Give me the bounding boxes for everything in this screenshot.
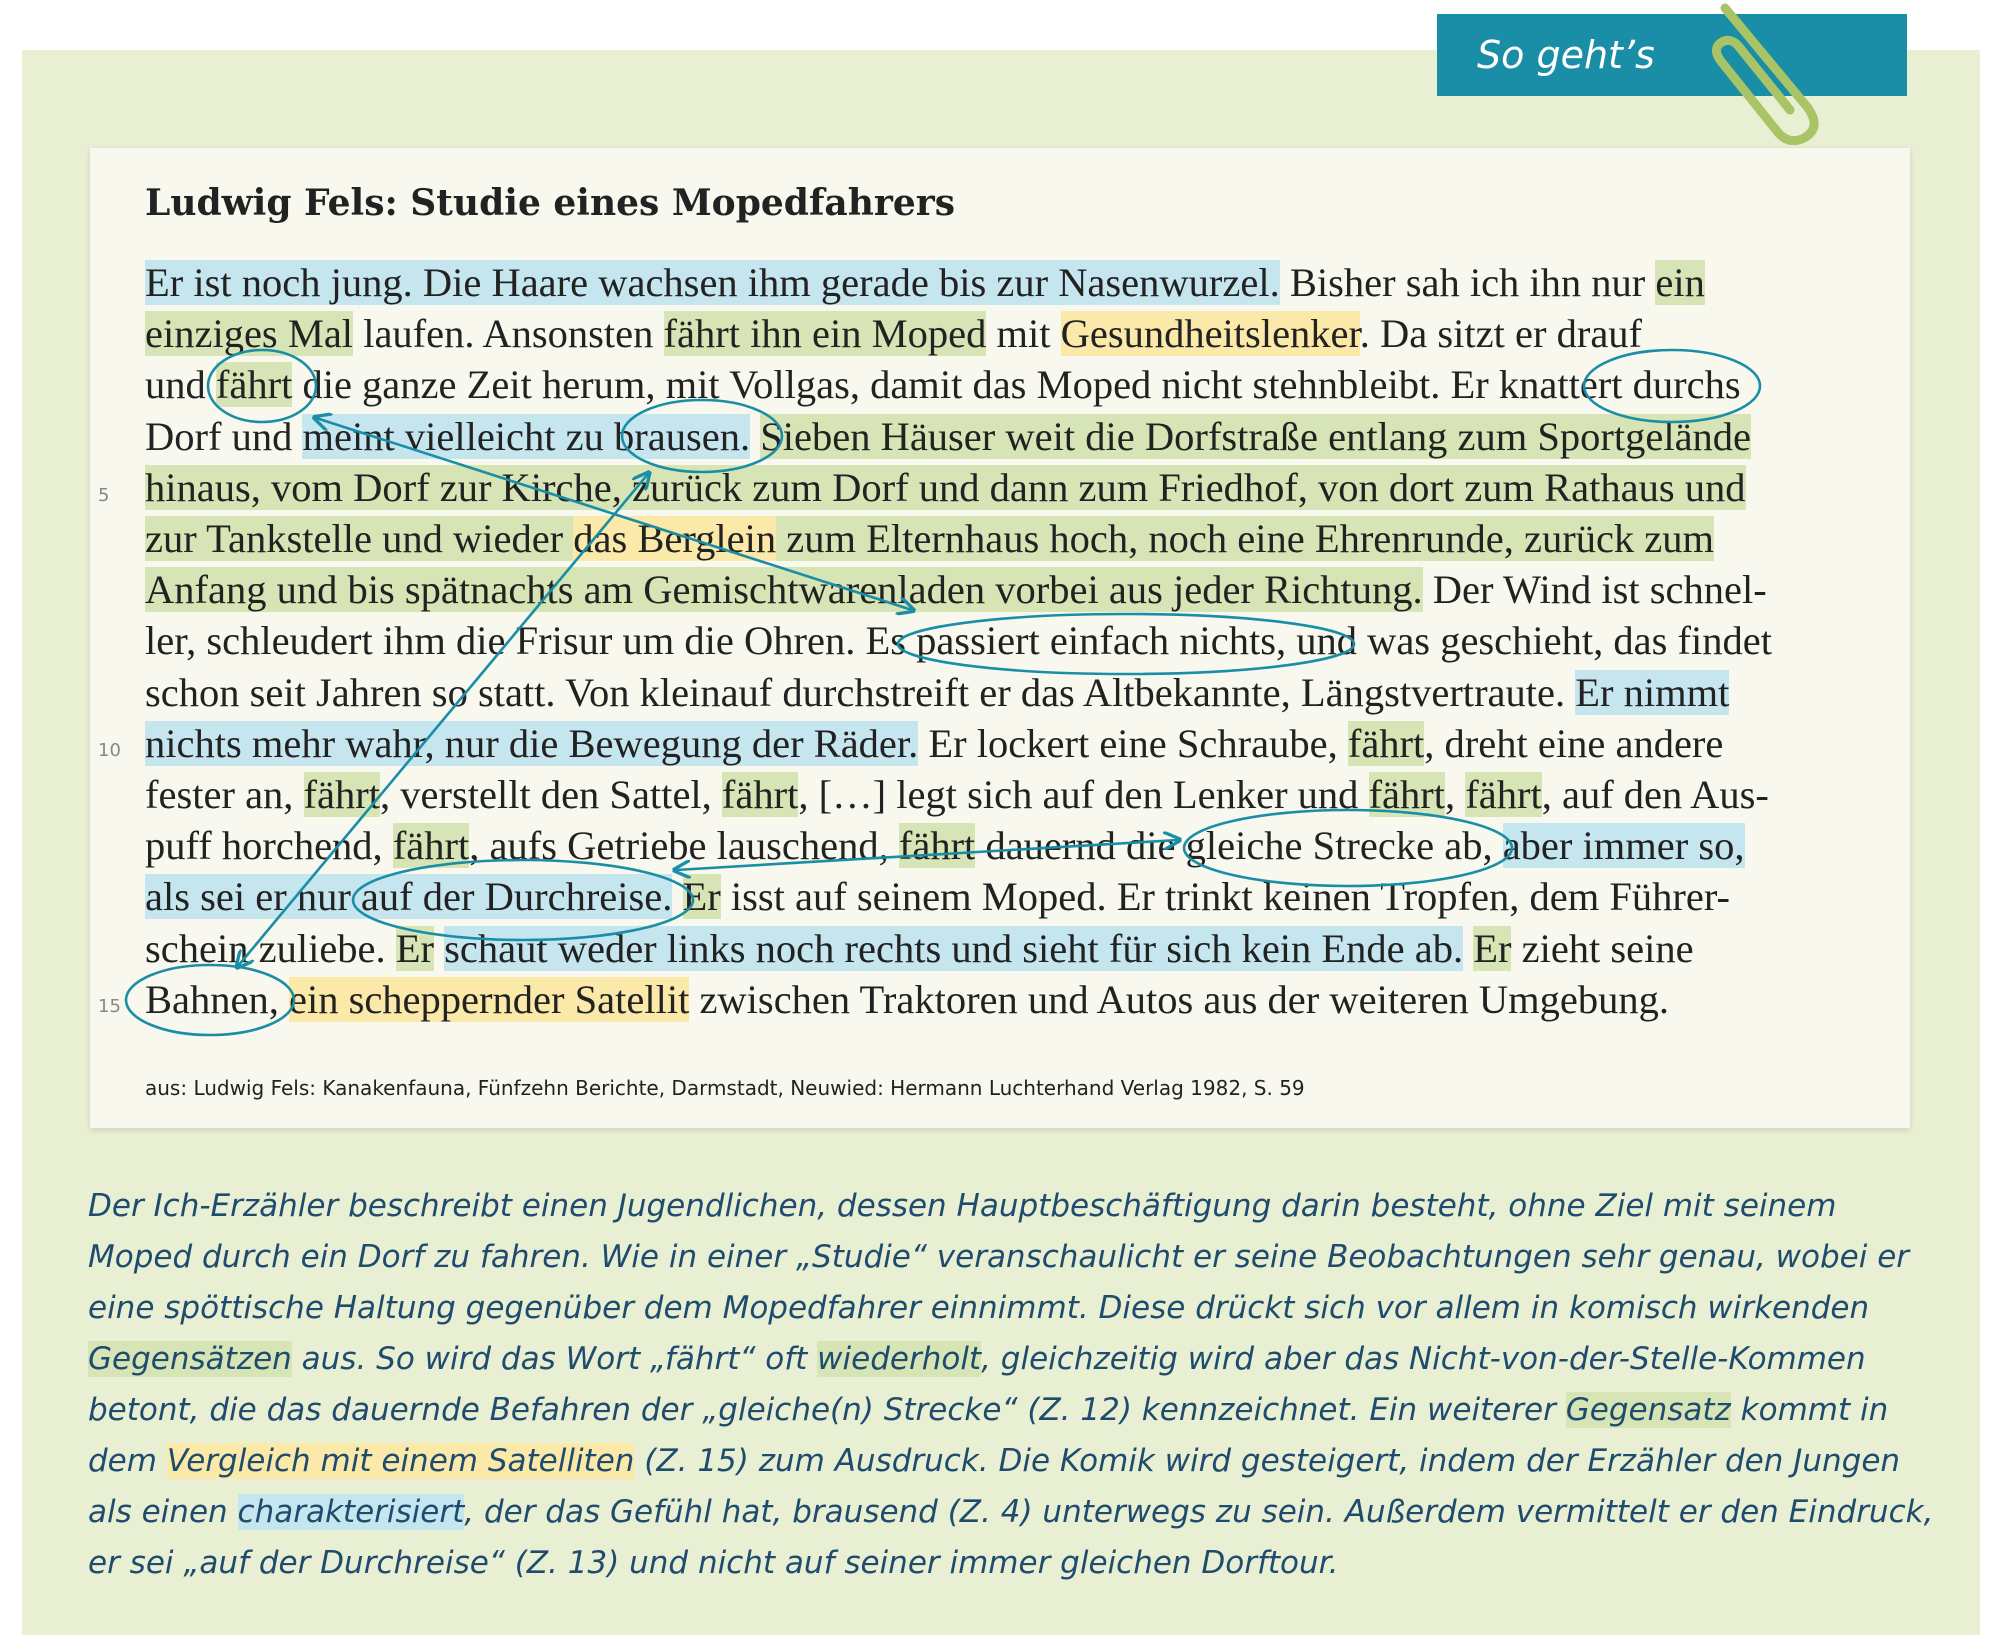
text-span: fährt bbox=[721, 772, 799, 818]
text-span: , der das Gefühl hat, brausend (Z. 4) unterwegs zu sein. Außerdem vermittelt er den Eindruck, bbox=[464, 1494, 1934, 1530]
text-span: aus. So wird das Wort „fährt“ oft bbox=[291, 1341, 818, 1377]
text-span: das Berglein bbox=[573, 516, 777, 562]
text-span: nichts mehr wahr, nur die Bewegung der Räder. bbox=[145, 720, 919, 766]
text-span: die ganze Zeit herum, mit Vollgas, damit das Moped nicht stehnbleibt. Er knattert durchs bbox=[292, 362, 1741, 408]
text-line bbox=[145, 308, 1885, 359]
text-span: fährt bbox=[1465, 772, 1542, 818]
text-span: charakterisiert bbox=[237, 1494, 465, 1530]
text-span: zur Tankstelle und wieder bbox=[145, 516, 574, 562]
text-span: und bbox=[145, 362, 216, 408]
text-span: zieht seine bbox=[1511, 925, 1694, 971]
text-span: Vergleich mit einem Satelliten bbox=[166, 1443, 635, 1479]
text-span: als sei er nur auf der Durchreise. bbox=[145, 874, 673, 920]
text-span: er sei „auf der Durchreise“ (Z. 13) und nicht auf seiner immer gleichen Dorftour. bbox=[88, 1545, 1339, 1581]
text-span: Er ist noch jung. Die Haare wachsen ihm gerade bis zur Nasenwurzel. bbox=[145, 260, 1280, 305]
text-line bbox=[145, 769, 1885, 820]
line-number-10: 10 bbox=[98, 740, 121, 761]
text-span: fährt bbox=[898, 823, 976, 869]
text-span: , […] legt sich auf den Lenker und bbox=[798, 772, 1369, 818]
text-span: eine spöttische Haltung gegenüber dem Mopedfahrer einnimmt. Diese drückt sich vor allem in komisch wirkenden bbox=[88, 1290, 1870, 1326]
text-line bbox=[145, 718, 1885, 769]
text-span: Der Wind ist schnel- bbox=[1422, 567, 1767, 613]
text-span: meint vielleicht zu brausen. bbox=[302, 413, 751, 459]
text-span: , bbox=[1445, 772, 1466, 818]
text-span: , verstellt den Sattel, bbox=[380, 772, 722, 818]
text-span: Er nimmt bbox=[1575, 669, 1730, 715]
text-span: Bisher sah ich ihn nur bbox=[1279, 260, 1656, 305]
text-line bbox=[145, 513, 1885, 564]
text-span: zwischen Traktoren und Autos aus der weiteren Umgebung. bbox=[689, 976, 1670, 1022]
analysis-line bbox=[88, 1385, 1958, 1436]
text-line bbox=[145, 820, 1885, 871]
text-span: schaut weder links noch rechts und sieht für sich kein Ende ab. bbox=[444, 925, 1464, 971]
text-line bbox=[145, 564, 1885, 615]
text-span: aber immer so, bbox=[1502, 823, 1745, 869]
text-line bbox=[145, 615, 1885, 666]
analysis-line bbox=[88, 1436, 1958, 1487]
text-span: wiederholt bbox=[817, 1341, 982, 1377]
text-line bbox=[145, 359, 1885, 410]
text-span: Dorf und bbox=[145, 413, 303, 459]
text-span: schon seit Jahren so statt. Von kleinauf durchstreift er das Altbekannte, Längstvertraute. bbox=[145, 669, 1576, 715]
text-line bbox=[145, 667, 1885, 718]
text-span: ein scheppernder Satellit bbox=[288, 976, 690, 1022]
analysis-line bbox=[88, 1487, 1958, 1538]
text-span: Sieben Häuser weit die Dorfstraße entlang zum Sportgelände bbox=[760, 413, 1752, 459]
text-span: Er bbox=[1473, 925, 1512, 971]
text-span: hinaus, vom Dorf zur Kirche, zurück zum Dorf und dann zum Friedhof, von dort zum Rathaus und bbox=[145, 464, 1746, 510]
text-line bbox=[145, 257, 1885, 308]
text-span: fährt bbox=[392, 823, 470, 869]
so-gehts-tab: So geht’s bbox=[1437, 14, 1907, 96]
text-span: fester an, bbox=[145, 772, 304, 818]
text-span: fährt bbox=[215, 362, 293, 408]
text-span: ein bbox=[1655, 260, 1705, 305]
text-span: , gleichzeitig wird aber das Nicht-von-der-Stelle-Kommen bbox=[981, 1341, 1866, 1377]
text-span: Er bbox=[395, 925, 435, 971]
text-span: einziges Mal bbox=[145, 311, 354, 357]
text-span: Gegensätzen bbox=[88, 1341, 292, 1377]
text-span: ler, schleudert ihm die Frisur um die Ohren. Es passiert einfach nichts, und was geschieht, das findet bbox=[145, 618, 1772, 664]
paperclip-icon bbox=[1700, 0, 1830, 150]
text-span: fährt bbox=[1347, 720, 1425, 766]
line-number-15: 15 bbox=[98, 996, 121, 1017]
text-span: Gesundheitslenker bbox=[1060, 311, 1360, 357]
poem-text bbox=[145, 257, 1885, 1025]
text-line bbox=[145, 462, 1885, 513]
text-span: als einen bbox=[88, 1494, 238, 1530]
text-span bbox=[672, 874, 682, 919]
text-span: Anfang und bis spätnachts am Gemischtwarenladen vorbei aus jeder Richtung. bbox=[145, 567, 1423, 613]
text-line bbox=[145, 871, 1885, 922]
poem-title: Ludwig Fels: Studie eines Mopedfahrers bbox=[145, 182, 956, 224]
source-citation: aus: Ludwig Fels: Kanakenfauna, Fünfzehn Berichte, Darmstadt, Neuwied: Hermann Luchterhand Verlag 1982, S. 59 bbox=[145, 1076, 1305, 1100]
text-span bbox=[750, 414, 760, 459]
text-span bbox=[1463, 926, 1473, 971]
text-span: Moped durch ein Dorf zu fahren. Wie in einer „Studie“ veranschaulicht er seine Beobachtungen sehr genau, wobei er bbox=[88, 1239, 1910, 1275]
text-span: Bahnen, bbox=[145, 976, 289, 1022]
line-number-5: 5 bbox=[98, 485, 110, 506]
text-span: puff horchend, bbox=[145, 823, 393, 869]
analysis-line bbox=[88, 1232, 1958, 1283]
text-span: dem bbox=[88, 1443, 167, 1479]
analysis-line bbox=[88, 1181, 1958, 1232]
text-span: mit bbox=[986, 311, 1061, 357]
text-span: Der Ich-Erzähler beschreibt einen Jugendlichen, dessen Hauptbeschäftigung darin besteht, ohne Ziel mit seinem bbox=[88, 1188, 1837, 1224]
text-span: Er lockert eine Schraube, bbox=[918, 720, 1348, 766]
text-span: laufen. Ansonsten bbox=[353, 311, 664, 357]
text-span: Er bbox=[682, 874, 721, 920]
text-line bbox=[145, 974, 1885, 1025]
text-span: kommt in bbox=[1730, 1392, 1889, 1428]
text-line bbox=[145, 923, 1885, 974]
text-span: schein zuliebe. bbox=[145, 925, 396, 971]
text-span: betont, die das dauernde Befahren der „gleiche(n) Strecke“ (Z. 12) kennzeichnet. Ein weiterer bbox=[88, 1392, 1566, 1428]
text-span: dauernd die gleiche Strecke ab, bbox=[975, 823, 1503, 869]
analysis-line bbox=[88, 1538, 1958, 1589]
text-span bbox=[434, 926, 444, 971]
analysis-line bbox=[88, 1283, 1958, 1334]
text-span: Gegensatz bbox=[1565, 1392, 1731, 1428]
text-span: (Z. 15) zum Ausdruck. Die Komik wird gesteigert, indem der Erzähler den Jungen bbox=[634, 1443, 1901, 1479]
text-span: fährt ihn ein Moped bbox=[663, 311, 987, 357]
text-span: , dreht eine andere bbox=[1424, 720, 1724, 766]
text-span: fährt bbox=[303, 772, 380, 818]
text-span: zum Elternhaus hoch, noch eine Ehrenrunde, zurück zum bbox=[776, 516, 1715, 562]
text-span: fährt bbox=[1368, 772, 1446, 818]
text-span: isst auf seinem Moped. Er trinkt keinen Tropfen, dem Führer- bbox=[720, 874, 1731, 920]
analysis-line bbox=[88, 1334, 1958, 1385]
text-span: , aufs Getriebe lauschend, bbox=[469, 823, 899, 869]
text-span: . Da sitzt er drauf bbox=[1359, 311, 1643, 357]
text-line bbox=[145, 411, 1885, 462]
text-span: , auf den Aus- bbox=[1541, 772, 1769, 818]
analysis-text bbox=[88, 1181, 1958, 1589]
